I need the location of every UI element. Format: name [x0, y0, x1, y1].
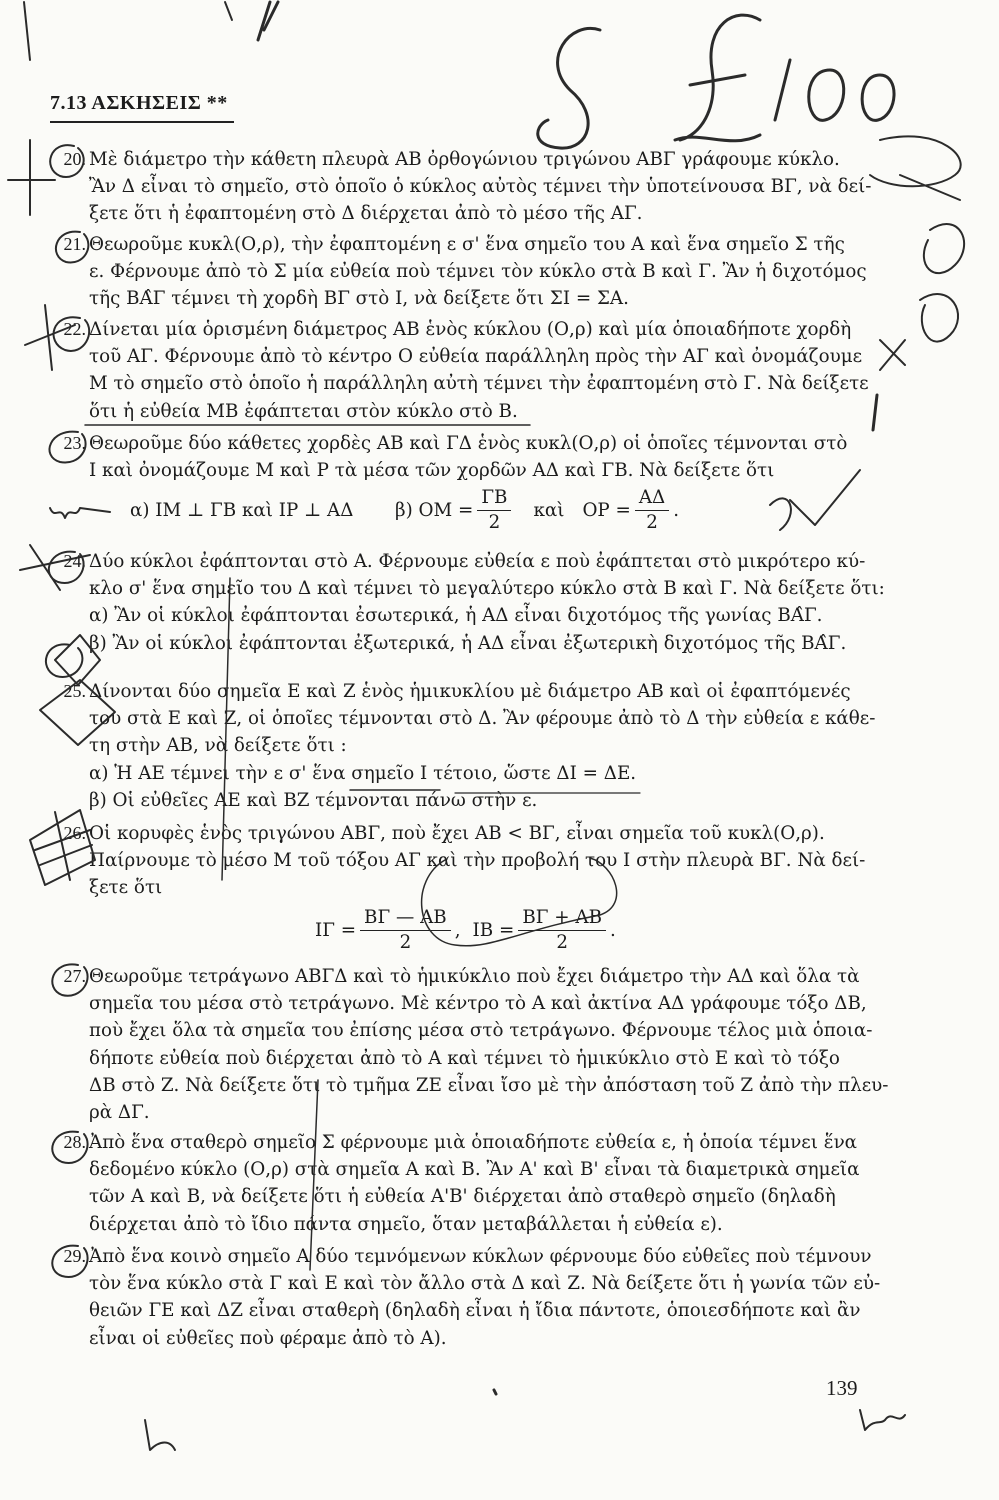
- exercise-26: [50, 820, 865, 962]
- exercise-line: Μὲ διάμετρο τὴν κάθετη πλευρὰ ΑΒ ὀρθογώνιου τριγώνου ΑΒΓ γράφουμε κύκλο.: [89, 149, 840, 170]
- margin-scribble-22a: [920, 294, 958, 342]
- bottom-scribble-left: [145, 1420, 175, 1450]
- exercise-line: θειῶν ΓΕ καὶ ΔΖ εἶναι σταθερὴ (δηλαδὴ εἶναι ἡ ἴδια πάντοτε, ὁποιεσδήποτε καὶ ἂν: [89, 1300, 861, 1322]
- exercise-line: εἶναι οἱ εὐθεῖες ποὺ φέραμε ἀπὸ τὸ Α).: [89, 1327, 447, 1349]
- exercise-line: τὸν ἕνα κύκλο στὰ Γ καὶ Ε καὶ τὸν ἄλλο στὰ Δ καὶ Ζ. Νὰ δείξετε ὅτι ἡ γωνία τῶν εὐ-: [89, 1273, 881, 1295]
- exercise-line: β) Οἱ εὐθεῖες ΑΕ καὶ ΒΖ τέμνονται πάνω στὴν ε.: [89, 789, 538, 811]
- exercise-line: ε. Φέρνουμε ἀπὸ τὸ Σ μία εὐθεία ποὺ τέμνει τὸν κύκλο στὰ Β καὶ Γ. Ἂν ἡ διχοτόμος: [89, 261, 867, 283]
- exercise-line: Μ τὸ σημεῖο στὸ ὁποῖο ἡ παράλληλη αὐτὴ τέμνει τὴν ἐφαπτομένη στὸ Γ. Νὰ δείξετε: [89, 373, 869, 395]
- exercise-line: Οἱ κορυφὲς ἑνὸς τριγώνου ΑΒΓ, ποὺ ἔχει ΑΒ < ΒΓ, εἶναι σημεῖα τοῦ κυκλ(Ο,ρ).: [89, 823, 825, 844]
- margin-tick-22: [873, 395, 877, 430]
- formula-end: .: [673, 500, 680, 522]
- formula-display: [315, 906, 616, 955]
- formula-conjunction: καὶ: [533, 500, 565, 522]
- exercise-line: Θεωροῦμε κυκλ(Ο,ρ), τὴν ἐφαπτομένη ε σ' ἕνα σημεῖο του Α καὶ ἕνα σημεῖο Σ τῆς: [89, 234, 845, 255]
- exercise-line: Δύο κύκλοι ἐφάπτονται στὸ Α. Φέρνουμε εὐθεία ε ποὺ ἐφάπτεται στὸ μικρότερο κύ-: [89, 551, 866, 572]
- handwritten-s: [538, 28, 600, 148]
- exercise-number: 20.: [63, 149, 86, 169]
- fraction: [477, 486, 511, 535]
- bottom-scribble-right: [860, 1410, 905, 1430]
- handwritten-pound: [675, 15, 760, 141]
- exercise-line: ξετε ὅτι: [89, 877, 163, 899]
- exercise-line: τη στὴν ΑΒ, νὰ δείξετε ὅτι :: [89, 735, 347, 757]
- exercise-line: β) Ἂν οἱ κύκλοι ἐφάπτονται ἐξωτερικά, ἡ ΑΔ εἶναι ἐξωτερικὴ διχοτόμος τῆς ΒΑ̂Γ.: [89, 632, 847, 654]
- exercise-line: τῶν Α καὶ Β, νὰ δείξετε ὅτι ἡ εὐθεία Α'Β' διέρχεται ἀπὸ σταθερὸ σημεῖο (δηλαδὴ: [89, 1186, 836, 1208]
- section-heading: 7.13 ΑΣΚΗΣΕΙΣ **: [50, 92, 228, 114]
- exercise-line: ξετε ὅτι ἡ ἐφαπτομένη στὸ Δ διέρχεται ἀπὸ τὸ μέσο τῆς ΑΓ.: [89, 203, 643, 225]
- exercise-27: [50, 963, 889, 1126]
- margin-plus-20: [8, 140, 55, 215]
- pen-stroke-top-dot: [225, 2, 232, 20]
- formula-separator: ,: [454, 919, 461, 941]
- exercise-line: Ἀπὸ ἕνα κοινὸ σημεῖο Α δύο τεμνόμενων κύκλων φέρνουμε δύο εὐθεῖες ποὺ τέμνουν: [89, 1246, 872, 1267]
- exercise-21: [50, 231, 865, 313]
- margin-scribble-20: [870, 136, 961, 200]
- page-number: 139: [826, 1376, 858, 1400]
- exercise-line: σημεῖα του μέσα στὸ τετράγωνο. Μὲ κέντρο τὸ Α καὶ ἀκτίνα ΑΔ γράφουμε τόξο ΔΒ,: [89, 993, 867, 1015]
- exercise-line: κλο σ' ἕνα σημεῖο του Δ καὶ τέμνει τὸ μεγαλύτερο κύκλο στὰ Β καὶ Γ. Νὰ δείξετε ὅτι:: [89, 578, 885, 600]
- handwritten-zero-1: [809, 70, 844, 120]
- exercise-number: 23.: [63, 433, 86, 453]
- exercise-line: του στὰ Ε καὶ Ζ, οἱ ὁποῖες τέμνονται στὸ Δ. Ἂν φέρουμε ἀπὸ τὸ Δ τὴν εὐθεία ε κάθε-: [89, 708, 876, 730]
- exercise-line: διέρχεται ἀπὸ τὸ ἴδιο πάντα σημεῖο, ὅταν μεταβάλλεται ἡ εὐθεία ε).: [89, 1213, 723, 1235]
- fraction: [360, 906, 451, 955]
- margin-scribble-21: [924, 224, 964, 273]
- exercise-line: ποὺ ἔχει ὅλα τὰ σημεῖα του ἐπίσης μέσα στὸ τετράγωνο. Φέρνουμε τέλος μιὰ ὁποια-: [89, 1020, 873, 1042]
- fraction-numerator: ΓΒ: [477, 486, 511, 511]
- exercise-line: δεδομένο κύκλο (Ο,ρ) στὰ σημεῖα Α καὶ Β. Ἂν Α' καὶ Β' εἶναι τὰ διαμετρικὰ σημεῖα: [89, 1159, 860, 1181]
- heading-underline: [50, 121, 234, 123]
- exercise-line: α) Ἡ ΑΕ τέμνει τὴν ε σ' ἕνα σημεῖο Ι τέτοιο, ὥστε ΔΙ = ΔΕ.: [89, 762, 637, 784]
- handwritten-one: [775, 60, 790, 120]
- formula-lhs: ΟΡ =: [582, 500, 631, 522]
- exercise-formula: [110, 484, 865, 538]
- formula-lhs: ΙΒ =: [472, 919, 515, 941]
- exercise-line: Ἂν Δ εἶναι τὸ σημεῖο, στὸ ὁποῖο ὁ κύκλος αὐτὸς τέμνει τὴν ὑποτείνουσα ΒΓ, νὰ δεί-: [89, 176, 872, 198]
- formula-end: .: [610, 919, 616, 941]
- formula-part-b: [395, 486, 679, 535]
- fraction-denominator: 2: [399, 931, 412, 953]
- formula-lhs: ΙΓ =: [315, 919, 357, 941]
- formula-part-a: α) ΙΜ ⊥ ΓΒ καὶ ΙΡ ⊥ ΑΔ: [130, 500, 354, 522]
- exercise-number: 29.: [63, 1246, 86, 1266]
- exercise-line: ΔΒ στὸ Ζ. Νὰ δείξετε ὅτι τὸ τμῆμα ΖΕ εἶναι ἴσο μὲ τὴν ἀπόσταση τοῦ Ζ ἀπὸ τὴν πλευ-: [89, 1074, 889, 1096]
- exercise-line: Θεωροῦμε τετράγωνο ΑΒΓΔ καὶ τὸ ἡμικύκλιο ποὺ ἔχει διάμετρο τὴν ΑΔ καὶ ὅλα τὰ: [89, 966, 860, 987]
- exercise-number: 25.: [63, 681, 86, 701]
- fraction-numerator: ΒΓ — ΑΒ: [360, 906, 451, 931]
- exercise-line: τοῦ ΑΓ. Φέρνουμε ἀπὸ τὸ κέντρο Ο εὐθεία παράλληλη πρὸς τὴν ΑΓ καὶ ὀνομάζουμε: [89, 346, 863, 368]
- exercise-24: [50, 548, 885, 657]
- exercise-line: Παίρνουμε τὸ μέσο Μ τοῦ τόξου ΑΓ καὶ τὴν προβολή του Ι στὴν πλευρὰ ΒΓ. Νὰ δεί-: [89, 850, 866, 872]
- formula-lhs: β) ΟΜ =: [395, 500, 474, 522]
- fraction: [518, 906, 606, 955]
- exercise-line: Δίνονται δύο σημεῖα Ε καὶ Ζ ἑνὸς ἡμικυκλίου μὲ διάμετρο ΑΒ καὶ οἱ ἐφαπτόμενές: [89, 681, 851, 702]
- exercise-line: Ι καὶ ὀνομάζουμε Μ καὶ Ρ τὰ μέσα τῶν χορδῶν ΑΔ καὶ ΓΒ. Νὰ δείξετε ὅτι: [89, 460, 775, 482]
- exercise-line: τῆς ΒΑ̂Γ τέμνει τὴ χορδὴ ΒΓ στὸ Ι, νὰ δείξετε ὅτι ΣΙ = ΣΑ.: [89, 288, 629, 310]
- pen-stroke-top-mid: [258, 2, 278, 40]
- exercise-line: δήποτε εὐθεία ποὺ διέρχεται ἀπὸ τὸ Α καὶ τέμνει τὸ ἡμικύκλιο στὸ Ε καὶ τὸ τόξο: [89, 1047, 840, 1069]
- exercise-number: 21.: [63, 234, 86, 254]
- exercise-line: ὅτι ἡ εὐθεία ΜΒ ἐφάπτεται στὸν κύκλο στὸ Β.: [89, 400, 518, 422]
- bottom-dot: [494, 1390, 496, 1394]
- pen-stroke-top-left: [24, 2, 30, 60]
- exercise-29: [50, 1243, 881, 1352]
- exercise-line: Ἀπὸ ἕνα σταθερὸ σημεῖο Σ φέρνουμε μιὰ ὁποιαδήποτε εὐθεία ε, ἡ ὁποία τέμνει ἕνα: [89, 1132, 858, 1153]
- fraction-denominator: 2: [646, 512, 658, 534]
- exercise-22: [50, 316, 869, 425]
- fraction: [635, 486, 669, 535]
- handwritten-zero-2: [862, 75, 894, 120]
- exercise-line: ρὰ ΔΓ.: [89, 1102, 150, 1124]
- fraction-numerator: ΒΓ + ΑΒ: [518, 906, 606, 931]
- exercise-20: [50, 146, 872, 228]
- fraction-denominator: 2: [488, 512, 501, 534]
- exercise-number: 27.: [63, 966, 86, 986]
- fraction-denominator: 2: [556, 931, 568, 953]
- exercise-number: 26.: [63, 823, 86, 843]
- exercise-28: [50, 1129, 865, 1238]
- exercise-number: 22.: [63, 319, 86, 339]
- fraction-numerator: ΑΔ: [635, 486, 669, 511]
- exercise-line: α) Ἂν οἱ κύκλοι ἐφάπτονται ἐσωτερικά, ἡ ΑΔ εἶναι διχοτόμος τῆς γωνίας ΒΑ̂Γ.: [89, 605, 823, 627]
- exercise-formula: [110, 902, 865, 962]
- exercise-line: Δίνεται μία ὁρισμένη διάμετρος ΑΒ ἑνὸς κύκλου (Ο,ρ) καὶ μία ὁποιαδήποτε χορδὴ: [89, 319, 852, 340]
- exercise-number: 24.: [63, 551, 86, 571]
- exercise-number: 28.: [63, 1132, 86, 1152]
- margin-cross-22: [880, 340, 905, 370]
- exercise-line: Θεωροῦμε δύο κάθετες χορδὲς ΑΒ καὶ ΓΔ ἑνὸς κυκλ(Ο,ρ) οἱ ὁποῖες τέμνονται στὸ: [89, 433, 848, 454]
- exercise-23: [50, 430, 865, 538]
- exercise-25: [50, 678, 876, 814]
